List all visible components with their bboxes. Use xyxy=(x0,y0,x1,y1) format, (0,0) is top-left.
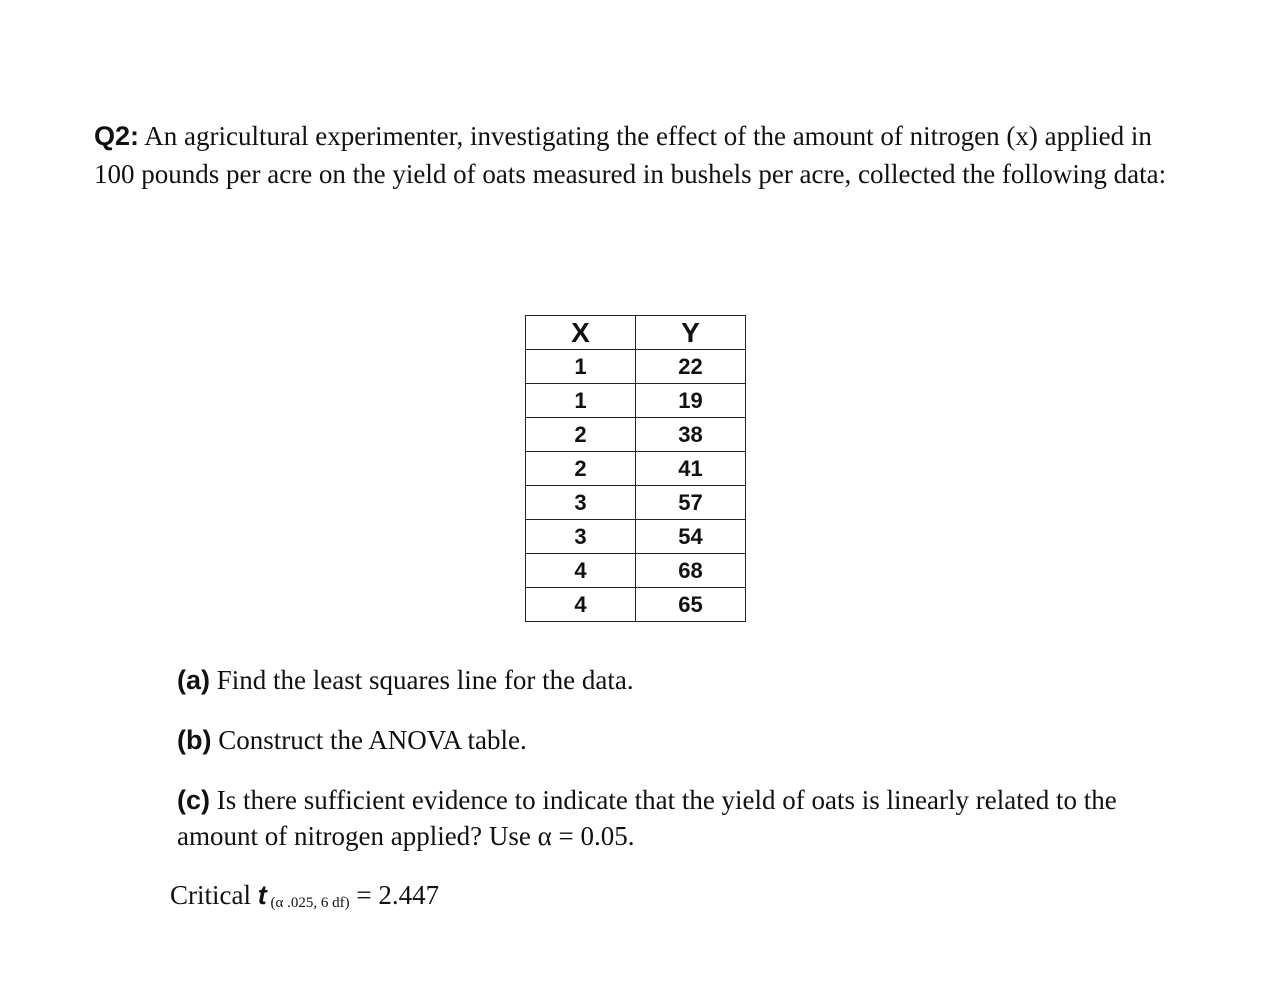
part-c xyxy=(177,782,1177,854)
cell-x: 1 xyxy=(526,350,636,384)
critical-prefix: Critical xyxy=(170,880,258,910)
cell-y: 57 xyxy=(636,486,746,520)
cell-x: 2 xyxy=(526,418,636,452)
cell-y: 41 xyxy=(636,452,746,486)
cell-x: 2 xyxy=(526,452,636,486)
cell-y: 38 xyxy=(636,418,746,452)
critical-value-number: = 2.447 xyxy=(349,880,440,910)
part-a-text: Find the least squares line for the data. xyxy=(210,665,634,695)
part-b xyxy=(177,722,1177,758)
table-row xyxy=(526,554,746,588)
data-table xyxy=(525,315,746,622)
part-b-label: (b) xyxy=(177,725,212,755)
question-body: An agricultural experimenter, investigating the effect of the amount of nitrogen (x) applied in 100 pounds per acre on the yield of oats measured in bushels per acre, collected the following data: xyxy=(94,121,1167,189)
table-row xyxy=(526,418,746,452)
critical-subscript: (α .025, 6 df) xyxy=(266,895,350,911)
critical-t-symbol: t xyxy=(257,880,267,910)
question-label: Q2: xyxy=(94,121,140,151)
header-x: X xyxy=(526,316,636,350)
cell-y: 22 xyxy=(636,350,746,384)
cell-y: 68 xyxy=(636,554,746,588)
cell-x: 1 xyxy=(526,384,636,418)
critical-value xyxy=(170,876,439,922)
table-row xyxy=(526,588,746,622)
cell-x: 4 xyxy=(526,554,636,588)
table-row xyxy=(526,384,746,418)
question-text xyxy=(94,118,1184,193)
part-a xyxy=(177,662,1177,698)
part-c-text: Is there sufficient evidence to indicate that the yield of oats is linearly related to the amount of nitrogen applied? Use α = 0.05. xyxy=(177,785,1117,851)
cell-y: 19 xyxy=(636,384,746,418)
header-y: Y xyxy=(636,316,746,350)
part-a-label: (a) xyxy=(177,665,210,695)
cell-y: 65 xyxy=(636,588,746,622)
cell-y: 54 xyxy=(636,520,746,554)
part-b-text: Construct the ANOVA table. xyxy=(211,725,527,755)
cell-x: 4 xyxy=(526,588,636,622)
table-row xyxy=(526,486,746,520)
cell-x: 3 xyxy=(526,520,636,554)
cell-x: 3 xyxy=(526,486,636,520)
table-row xyxy=(526,520,746,554)
table-row xyxy=(526,350,746,384)
table-header-row xyxy=(526,316,746,350)
table-row xyxy=(526,452,746,486)
part-c-label: (c) xyxy=(177,785,210,815)
